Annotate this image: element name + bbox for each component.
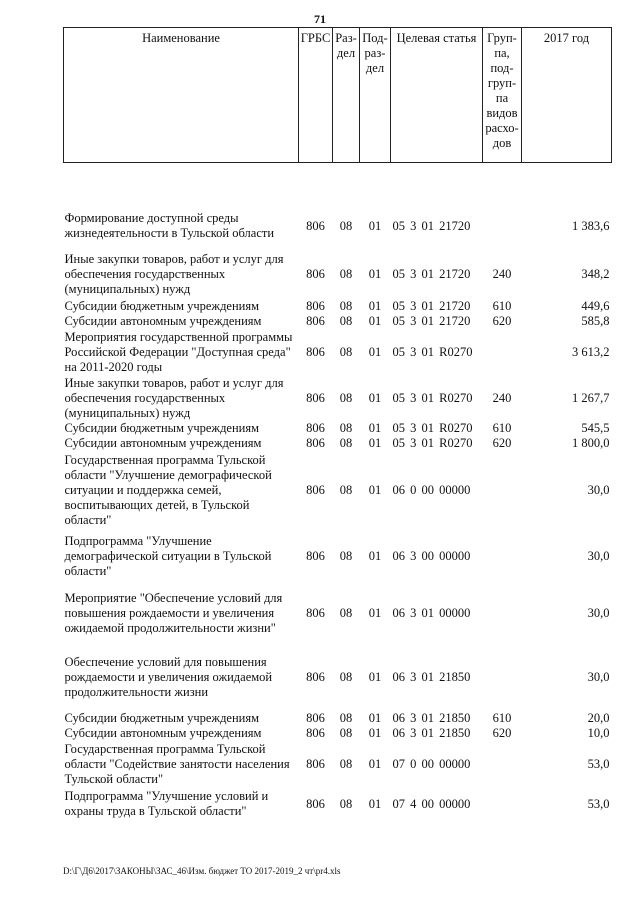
row-amount: 585,8 — [581, 314, 610, 328]
row-grbs: 806 — [306, 796, 325, 811]
row-razdel: 08 — [339, 605, 353, 620]
row-amount: 30,0 — [587, 605, 610, 620]
row-razdel: 08 — [339, 344, 353, 359]
header-spacer — [64, 163, 612, 204]
row-name: Субсидии бюджетным учреждениям — [64, 299, 260, 313]
row-razdel: 08 — [339, 436, 353, 450]
row-razdel: 08 — [339, 482, 353, 497]
row-group — [483, 529, 522, 583]
row-grbs: 806 — [306, 482, 325, 497]
row-name: Субсидии автономным учреждениям — [64, 436, 262, 450]
row-grbs: 806 — [306, 421, 325, 435]
row-amount: 30,0 — [587, 669, 610, 684]
row-target: 05 3 01 R0270 — [392, 344, 473, 359]
row-group: 610 — [492, 299, 512, 313]
row-podrazdel: 01 — [368, 266, 382, 281]
row-grbs: 806 — [306, 548, 325, 563]
row-group: 240 — [492, 266, 512, 281]
row-grbs: 806 — [306, 218, 325, 233]
row-amount: 53,0 — [587, 756, 610, 771]
row-amount: 53,0 — [587, 796, 610, 811]
row-amount: 3 613,2 — [572, 344, 610, 359]
header-name: Наименование — [64, 28, 299, 163]
table-row — [64, 787, 612, 821]
row-group — [483, 787, 522, 821]
row-group: 240 — [492, 390, 512, 405]
row-amount: 1 267,7 — [572, 390, 610, 405]
header-target: Целевая статья — [391, 28, 483, 163]
row-amount: 348,2 — [581, 266, 610, 281]
table-row — [64, 643, 612, 711]
row-name: Субсидии автономным учреждениям — [64, 314, 262, 328]
row-razdel: 08 — [339, 548, 353, 563]
row-target: 06 3 00 00000 — [392, 548, 471, 563]
page-number: 71 — [314, 12, 326, 26]
row-podrazdel: 01 — [368, 390, 382, 405]
row-name: Субсидии бюджетным учреждениям — [64, 711, 260, 725]
row-podrazdel: 01 — [368, 605, 382, 620]
row-name: Иные закупки товаров, работ и услуг для обеспечения государственных (муниципальных) нужд — [64, 251, 284, 296]
row-amount: 1 800,0 — [572, 436, 610, 450]
row-grbs: 806 — [306, 299, 325, 313]
row-name: Обеспечение условий для повышения рождаемости и увеличения ожидаемой продолжительности жизни — [64, 654, 273, 699]
row-name: Подпрограмма "Улучшение демографической ситуации в Тульской области" — [64, 533, 272, 578]
row-amount: 30,0 — [587, 482, 610, 497]
file-path-footer: D:\Г\Д6\2017\ЗАКОНЫ\ЗАС_46\Изм. бюджет ТО 2017-2019_2 чт\pr4.xls — [63, 866, 341, 876]
table-row — [64, 741, 612, 787]
row-target: 06 0 00 00000 — [392, 482, 471, 497]
row-razdel: 08 — [339, 266, 353, 281]
table-row — [64, 583, 612, 643]
row-podrazdel: 01 — [368, 548, 382, 563]
row-target: 05 3 01 21720 — [392, 218, 471, 233]
row-target: 05 3 01 R0270 — [392, 390, 473, 405]
row-group — [483, 203, 522, 249]
table-row — [64, 436, 612, 451]
table-row — [64, 203, 612, 249]
row-podrazdel: 01 — [368, 711, 382, 725]
row-grbs: 806 — [306, 390, 325, 405]
row-group: 620 — [492, 314, 512, 328]
row-group — [483, 643, 522, 711]
row-target: 05 3 01 R0270 — [392, 421, 473, 435]
row-podrazdel: 01 — [368, 726, 382, 740]
row-razdel: 08 — [339, 726, 353, 740]
row-grbs: 806 — [306, 605, 325, 620]
row-name: Мероприятие "Обеспечение условий для повышения рождаемости и увеличения ожидаемой продолжительности жизни" — [64, 590, 283, 635]
budget-table — [63, 27, 612, 821]
row-name: Подпрограмма "Улучшение условий и охраны труда в Тульской области" — [64, 789, 269, 818]
row-razdel: 08 — [339, 218, 353, 233]
row-podrazdel: 01 — [368, 436, 382, 450]
row-razdel: 08 — [339, 669, 353, 684]
row-target: 05 3 01 R0270 — [392, 436, 473, 450]
row-podrazdel: 01 — [368, 299, 382, 313]
row-razdel: 08 — [339, 421, 353, 435]
table-row — [64, 421, 612, 436]
row-target: 07 4 00 00000 — [392, 796, 471, 811]
row-target: 07 0 00 00000 — [392, 756, 471, 771]
row-razdel: 08 — [339, 796, 353, 811]
row-target: 05 3 01 21720 — [392, 314, 471, 328]
row-target: 05 3 01 21720 — [392, 299, 471, 313]
header-grbs: ГРБС — [299, 28, 333, 163]
table-header — [64, 28, 612, 163]
row-podrazdel: 01 — [368, 218, 382, 233]
table-row — [64, 726, 612, 741]
header-razdel: Раз- дел — [333, 28, 360, 163]
row-target: 06 3 01 21850 — [392, 726, 471, 740]
row-amount: 545,5 — [581, 421, 610, 435]
row-group — [483, 741, 522, 787]
row-grbs: 806 — [306, 436, 325, 450]
row-razdel: 08 — [339, 756, 353, 771]
table-row — [64, 329, 612, 375]
header-podrazdel: Под- раз- дел — [360, 28, 391, 163]
row-name: Субсидии бюджетным учреждениям — [64, 421, 260, 435]
row-razdel: 08 — [339, 314, 353, 328]
table-row — [64, 299, 612, 314]
row-grbs: 806 — [306, 726, 325, 740]
table-row — [64, 711, 612, 726]
row-grbs: 806 — [306, 756, 325, 771]
table-row — [64, 529, 612, 583]
row-amount: 20,0 — [587, 711, 610, 725]
row-group — [483, 583, 522, 643]
table-row — [64, 314, 612, 329]
row-name: Субсидии автономным учреждениям — [64, 726, 262, 740]
row-podrazdel: 01 — [368, 421, 382, 435]
row-group — [483, 329, 522, 375]
row-group: 620 — [492, 436, 512, 450]
row-target: 05 3 01 21720 — [392, 266, 471, 281]
table-row — [64, 249, 612, 299]
row-group — [483, 451, 522, 529]
header-group: Груп- па, под- груп- па видов расхо- дов — [483, 28, 522, 163]
row-name: Мероприятия государственной программы Российской Федерации "Доступная среда" на 2011-2020 годы — [64, 329, 293, 374]
row-razdel: 08 — [339, 299, 353, 313]
row-grbs: 806 — [306, 266, 325, 281]
row-podrazdel: 01 — [368, 344, 382, 359]
table-body — [64, 163, 612, 822]
row-grbs: 806 — [306, 344, 325, 359]
row-grbs: 806 — [306, 314, 325, 328]
row-target: 06 3 01 21850 — [392, 711, 471, 725]
row-podrazdel: 01 — [368, 796, 382, 811]
row-group: 610 — [492, 421, 512, 435]
row-amount: 1 383,6 — [572, 218, 610, 233]
row-podrazdel: 01 — [368, 756, 382, 771]
header-year: 2017 год — [522, 28, 612, 163]
row-group: 610 — [492, 711, 512, 725]
row-name: Государственная программа Тульской области "Содействие занятости населения Тульской области" — [64, 741, 290, 786]
table-row — [64, 451, 612, 529]
row-target: 06 3 01 21850 — [392, 669, 471, 684]
row-podrazdel: 01 — [368, 314, 382, 328]
row-amount: 449,6 — [581, 299, 610, 313]
row-razdel: 08 — [339, 711, 353, 725]
row-name: Формирование доступной среды жизнедеятельности в Тульской области — [64, 211, 275, 240]
row-target: 06 3 01 00000 — [392, 605, 471, 620]
row-group: 620 — [492, 726, 512, 740]
row-razdel: 08 — [339, 390, 353, 405]
table-row — [64, 375, 612, 421]
row-amount: 10,0 — [587, 726, 610, 740]
row-grbs: 806 — [306, 669, 325, 684]
row-name: Иные закупки товаров, работ и услуг для обеспечения государственных (муниципальных) нужд — [64, 375, 284, 420]
row-podrazdel: 01 — [368, 482, 382, 497]
row-name: Государственная программа Тульской области "Улучшение демографической ситуации и поддержка семей, воспитывающих детей, в Тульской области" — [64, 452, 272, 527]
row-grbs: 806 — [306, 711, 325, 725]
row-podrazdel: 01 — [368, 669, 382, 684]
row-amount: 30,0 — [587, 548, 610, 563]
